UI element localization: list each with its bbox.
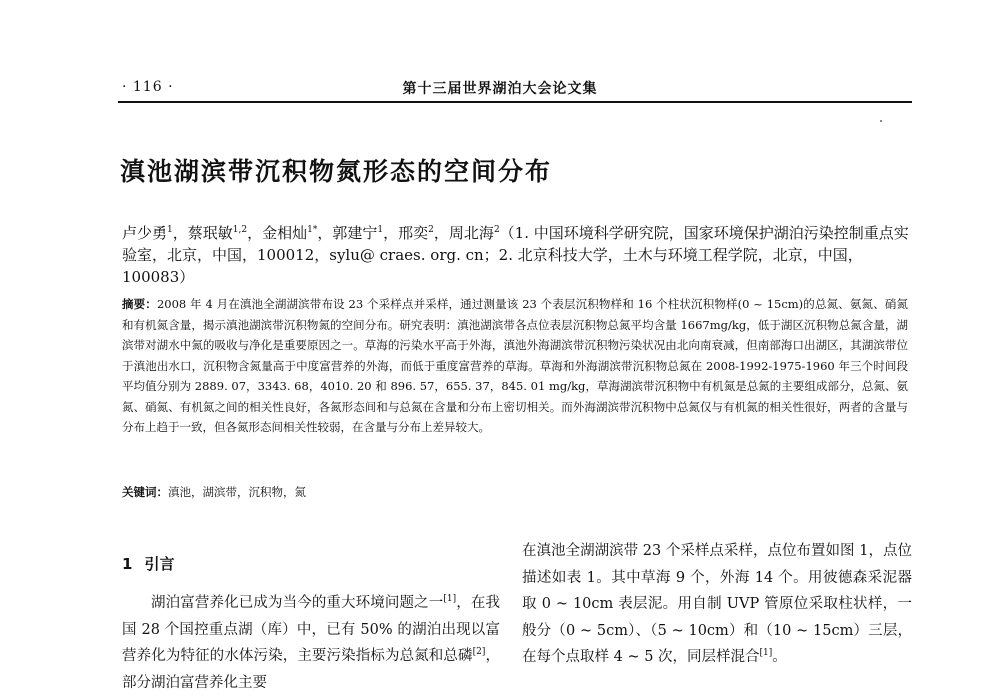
body-text: 湖泊富营养化已成为当今的重大环境问题之一 — [151, 595, 444, 611]
author-separator: ， — [172, 224, 188, 242]
author-separator: ， — [247, 224, 263, 242]
body-paragraph-right — [522, 538, 912, 671]
author-separator: ， — [383, 224, 399, 242]
citation-ref: [1] — [759, 648, 773, 659]
author-affiliation-mark: 1* — [307, 225, 318, 235]
author-name: 卢少勇 — [122, 224, 168, 242]
section-number: 1 — [122, 555, 133, 573]
section-heading — [122, 553, 174, 574]
scan-speck — [880, 120, 882, 122]
keywords-label: 关键词： — [122, 485, 168, 499]
body-text: ，部分湖泊富营养化主要 — [122, 648, 501, 691]
abstract-text: 2008 年 4 月在滇池全湖湖滨带布设 23 个采样点并采样，通过测量该 23 个表层沉积物样和 16 个柱状沉积物样(0 ~ 15cm)的总氮、氨氮、硝氮和有机氮含量，揭示滇池湖滨带沉积物氮的空间分布。研究表明：滇池湖滨带各点位表层沉积物总氮平均含量 1667mg/kg，低于湖区沉积物总氮含量，湖滨带对湖水中氮的吸收与净化是重要原因之一。草海的污染水平高于外海，滇池外海湖滨带沉积物污染状况由北向南衰减，但南部海口出湖区，其湖滨带位于滇池出水口，沉积物含氮量高于中度富营养的外海，而低于重度富营养的草海。草海和外海湖滨带沉积物总氮在 2008-1992-1975-1960 年三个时间段平均值分别为 2889. 07，3343. 68，4010. 20 和 896. 57，655. 37，845. 01 mg/kg，草海湖滨带沉积物中有机氮是总氮的主要组成部分，总氮、氨氮、硝氮、有机氮之间的相关性良好，各氮形态间和与总氮在含量和分布上密切相关。而外海湖滨带沉积物中总氮仅与有机氮的相关性很好，两者的含量与分布上趋于一致，但各氮形态间相关性较弱，在含量与分布上差异较大。 — [122, 297, 909, 434]
author-affiliation-mark: 1,2 — [232, 225, 248, 235]
author-separator: ， — [433, 224, 449, 242]
header-rule — [118, 101, 912, 103]
abstract-label: 摘要： — [122, 297, 157, 311]
author-affiliation-mark: 2 — [493, 225, 500, 235]
section-title: 引言 — [144, 555, 175, 573]
author-affiliation-mark: 1 — [377, 225, 384, 235]
citation-ref: [2] — [472, 647, 486, 658]
body-text: 。 — [772, 649, 787, 665]
affiliations: （1. 中国环境科学研究院，国家环境保护湖泊污染控制重点实验室，北京，中国，100012，sylu@ craes. org. cn；2. 北京科技大学，土木与环境工程学院，北京，中国，100083） — [122, 224, 909, 286]
body-text: 在滇池全湖湖滨带 23 个采样点采样，点位布置如图 1，点位描述如表 1。其中草海 9 个，外海 14 个。用彼德森采泥器取 0 ~ 10cm 表层泥。用自制 UVP 管原位采取柱状样，一般分（0 ~ 5cm）、（5 ~ 10cm）和（10 ~ 15cm）三层，在每个点取样 4 ~ 5 次，同层样混合 — [522, 543, 912, 665]
author-name: 郭建宁 — [332, 224, 378, 242]
body-paragraph-left — [122, 590, 500, 696]
author-name: 蔡珉敏 — [187, 224, 233, 242]
author-line — [122, 222, 910, 288]
author-affiliation-mark: 1 — [167, 225, 173, 235]
abstract — [122, 294, 908, 438]
citation-ref: [1] — [443, 594, 457, 605]
keywords — [122, 484, 306, 500]
page-number: · 116 · — [122, 79, 174, 95]
keywords-text: 滇池，湖滨带，沉积物，氮 — [168, 485, 306, 499]
running-title: 第十三届世界湖泊大会论文集 — [402, 81, 598, 97]
author-affiliation-mark: 2 — [428, 225, 434, 235]
author-name: 金相灿 — [262, 224, 308, 242]
author-name: 周北海 — [448, 224, 494, 242]
body-text: ，在我国 28 个国控重点湖（库）中，已有 50% 的湖泊出现以富营养化为特征的水体污染，主要污染指标为总氮和总磷 — [122, 595, 500, 664]
author-name: 邢奕 — [398, 224, 429, 242]
author-separator: ， — [317, 224, 333, 242]
paper-title: 滇池湖滨带沉积物氮形态的空间分布 — [120, 157, 553, 186]
